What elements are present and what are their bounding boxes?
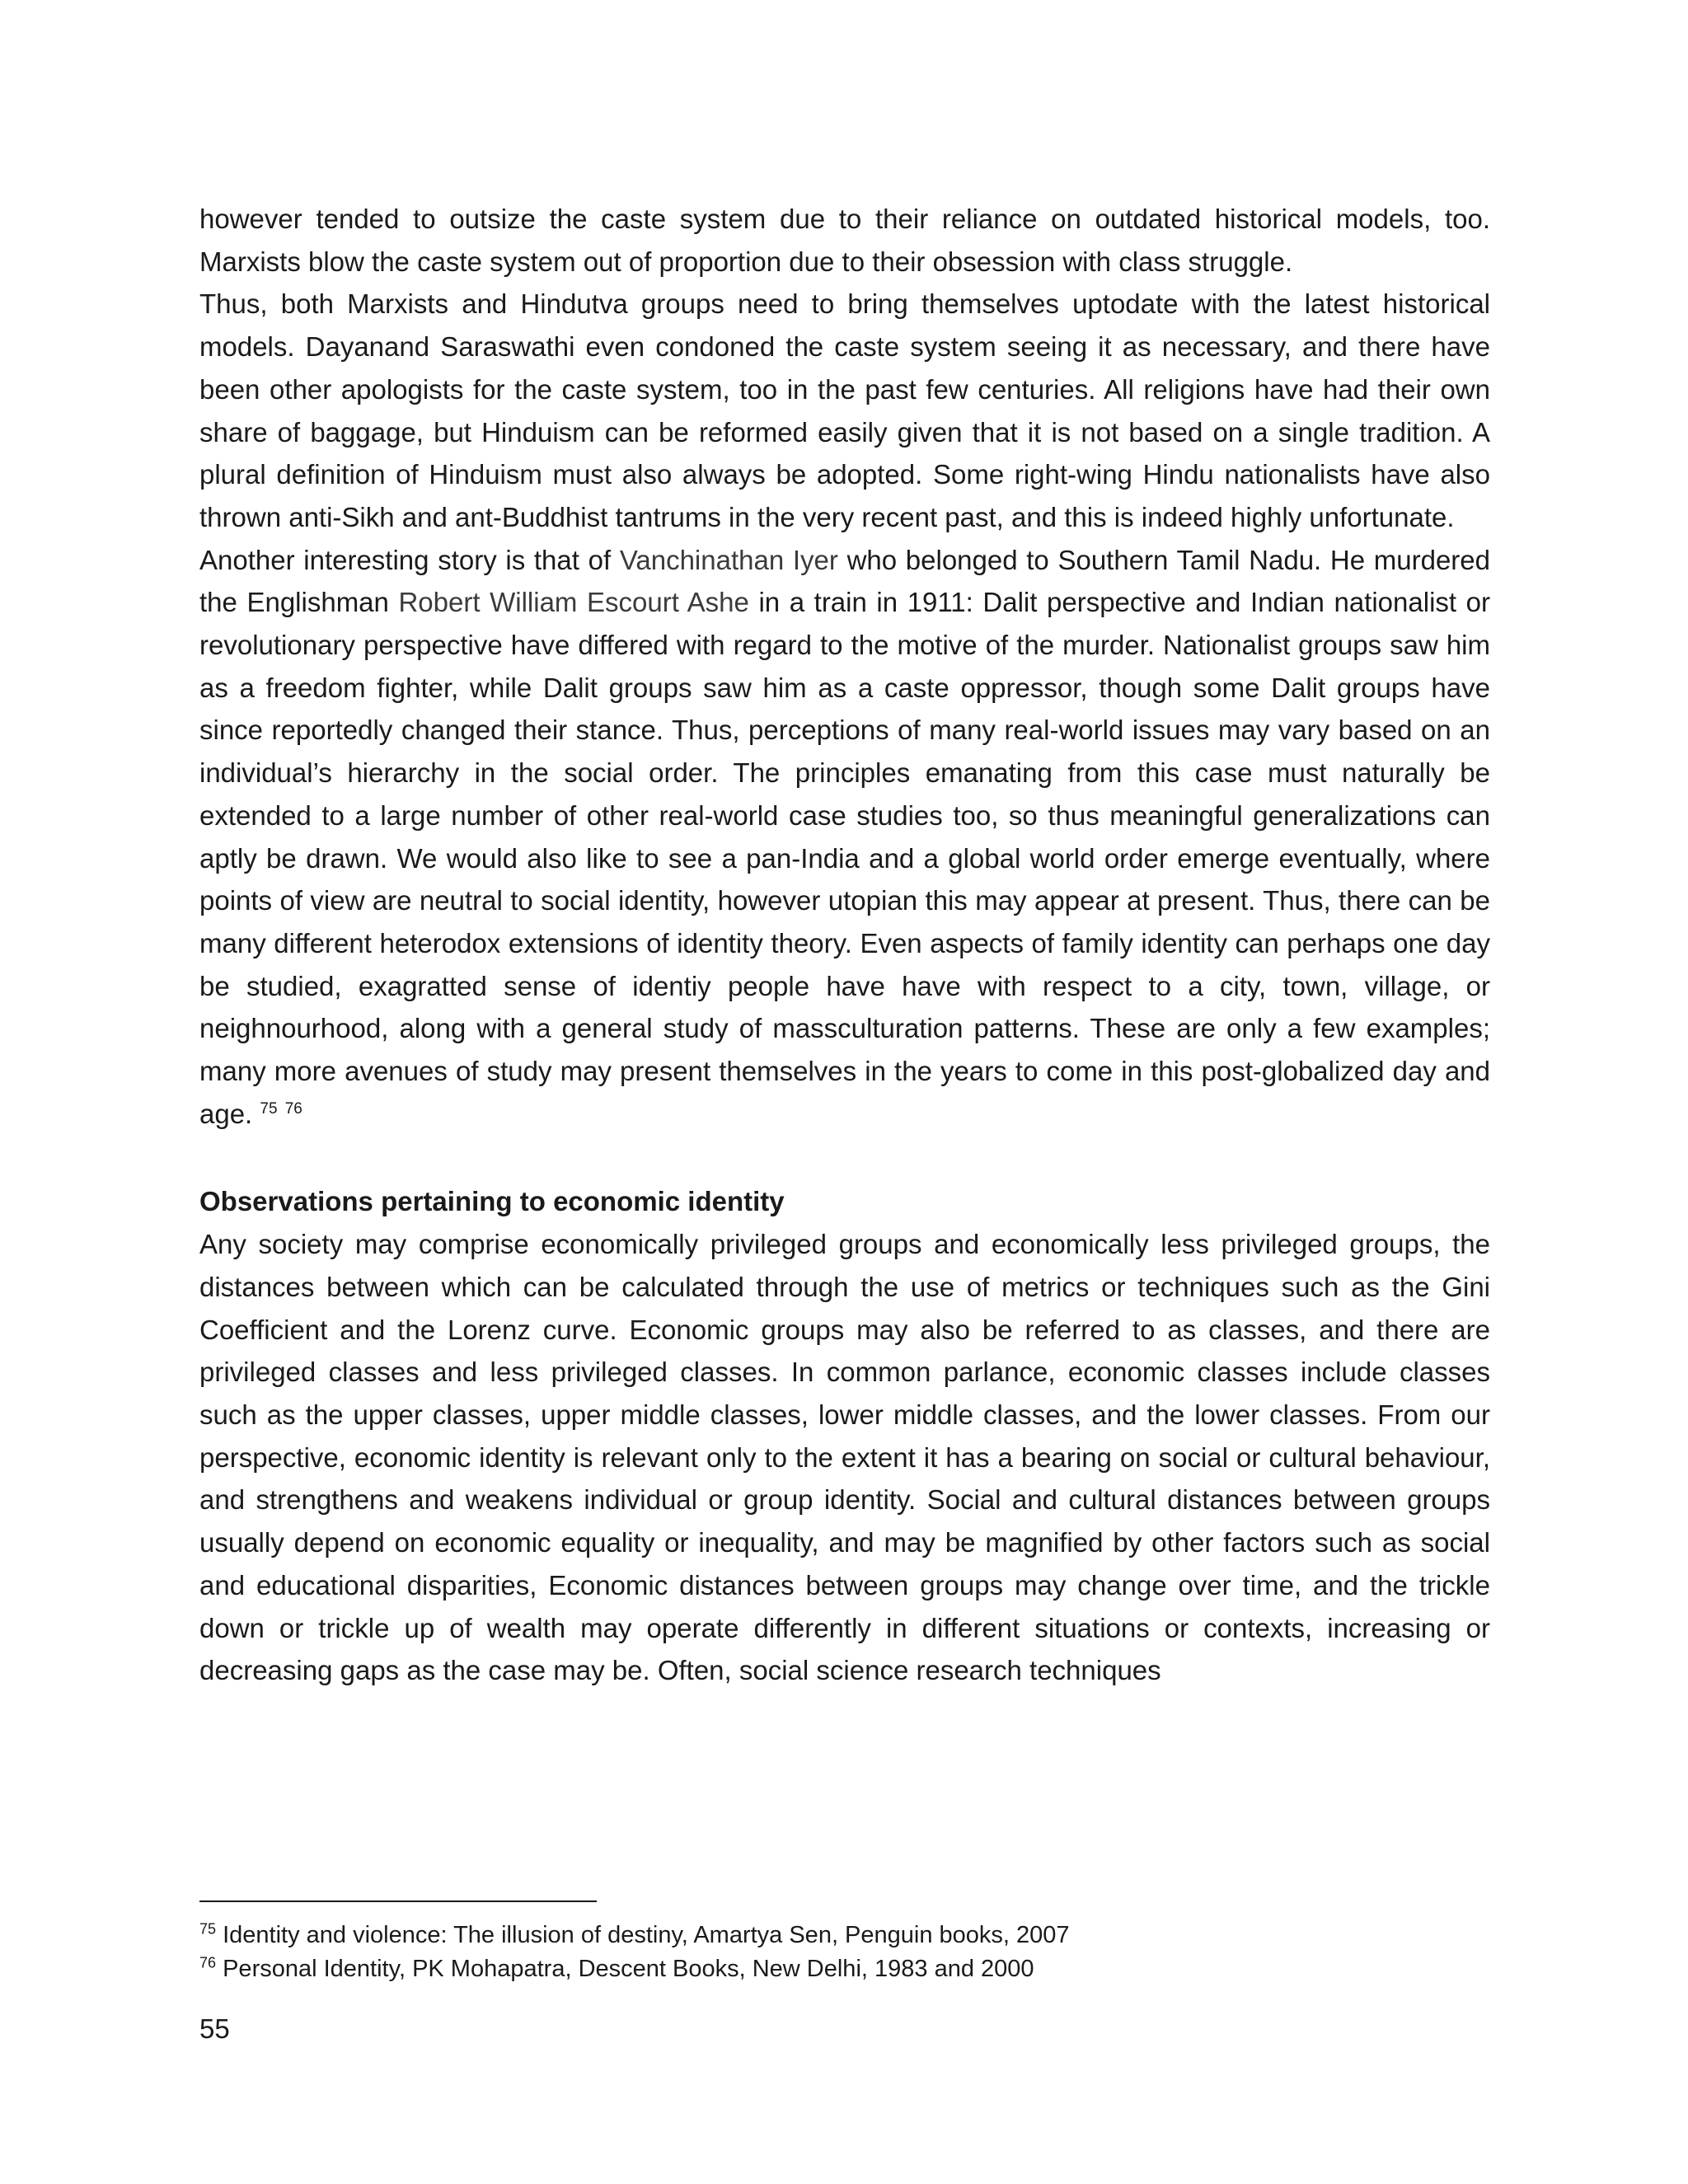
footnote-text: Identity and violence: The illusion of destiny, Amartya Sen, Penguin books, 2007 [223,1922,1070,1948]
section-heading: Observations pertaining to economic identity [199,1186,785,1217]
person-name-ashe: Robert William Escourt Ashe [398,587,749,618]
footnote-76 [199,1952,1490,1986]
footnotes [199,1919,1490,1986]
paragraph-economic-identity: Any society may comprise economically privileged groups and economically less privileged groups, the distances between which can be calculated through the use of metrics or techniques such as the Gini Coefficient and the Lorenz curve. Economic groups may also be referred to as classes, and there are privileged classes and less privileged classes. In common parlance, economic classes include classes such as the upper classes, upper middle classes, lower middle classes, and the lower classes. From our perspective, economic identity is relevant only to the extent it has a bearing on social or cultural behaviour, and strengthens and weakens individual or group identity. Social and cultural distances between groups usually depend on economic equality or inequality, and may be magnified by other factors such as social and educational disparities, Economic distances between groups may change over time, and the trickle down or trickle up of wealth may operate differently in different situations or contexts, increasing or decreasing gaps as the case may be. Often, social science research techniques [199,1229,1490,1686]
footnote-text: Personal Identity, PK Mohapatra, Descent Books, New Delhi, 1983 and 2000 [223,1956,1034,1982]
person-name-vanchinathan: Vanchinathan Iyer [619,544,838,575]
paragraph-text: who belonged to Southern Tamil Nadu. He murdered the Englishman [199,544,1490,618]
footnote-reference-76[interactable]: 76 [284,1099,302,1118]
footnote-number: 76 [199,1954,217,1971]
paragraph-vanchinathan-story [199,539,1490,1136]
paragraph-caste-outsize: however tended to outsize the caste system due to their reliance on outdated historical models, too. Marxists blow the caste system out of proportion due to their obsession with class struggle. [199,204,1490,277]
page-number: 55 [199,2013,230,2044]
footnote-number: 75 [199,1920,217,1938]
footnote-reference-75[interactable]: 75 [260,1099,278,1118]
paragraph-marxists-hindutva: Thus, both Marxists and Hindutva groups need to bring themselves uptodate with the latest historical models. Dayanand Saraswathi even condoned the caste system seeing it as necessary, and there have been other apologists for the caste system, too in the past few centuries. All religions have had their own share of baggage, but Hinduism can be reformed easily given that it is not based on a single tradition. A plural definition of Hinduism must also always be adopted. Some right-wing Hindu nationalists have also thrown anti-Sikh and ant-Buddhist tantrums in the very recent past, and this is indeed highly unfortunate. [199,288,1490,532]
footnote-75 [199,1919,1490,1952]
paragraph-text: Another interesting story is that of [199,544,620,575]
footnote-separator [199,1900,597,1902]
paragraph-text: in a train in 1911: Dalit perspective and Indian nationalist or revolutionary perspective have differed with regard to the motive of the murder. Nationalist groups saw him as a freedom fighter, while Dalit groups saw him as a caste oppressor, though some Dalit groups have since reportedly changed their stance. Thus, perceptions of many real-world issues may vary based on an individual’s hierarchy in the social order. The principles emanating from this case must naturally be extended to a large number of other real-world case studies too, so thus meaningful generalizations can aptly be drawn. We would also like to see a pan-India and a global world order emerge eventually, where points of view are neutral to social identity, however utopian this may appear at present. Thus, there can be many different heterodox extensions of identity theory. Even aspects of family identity can perhaps one day be studied, exagratted sense of identiy people have have with respect to a city, town, village, or neighnourhood, along with a general study of massculturation patterns. These are only a few examples; many more avenues of study may present themselves in the years to come in this post-globalized day and age. [199,587,1490,1129]
page-body [199,198,1490,1692]
